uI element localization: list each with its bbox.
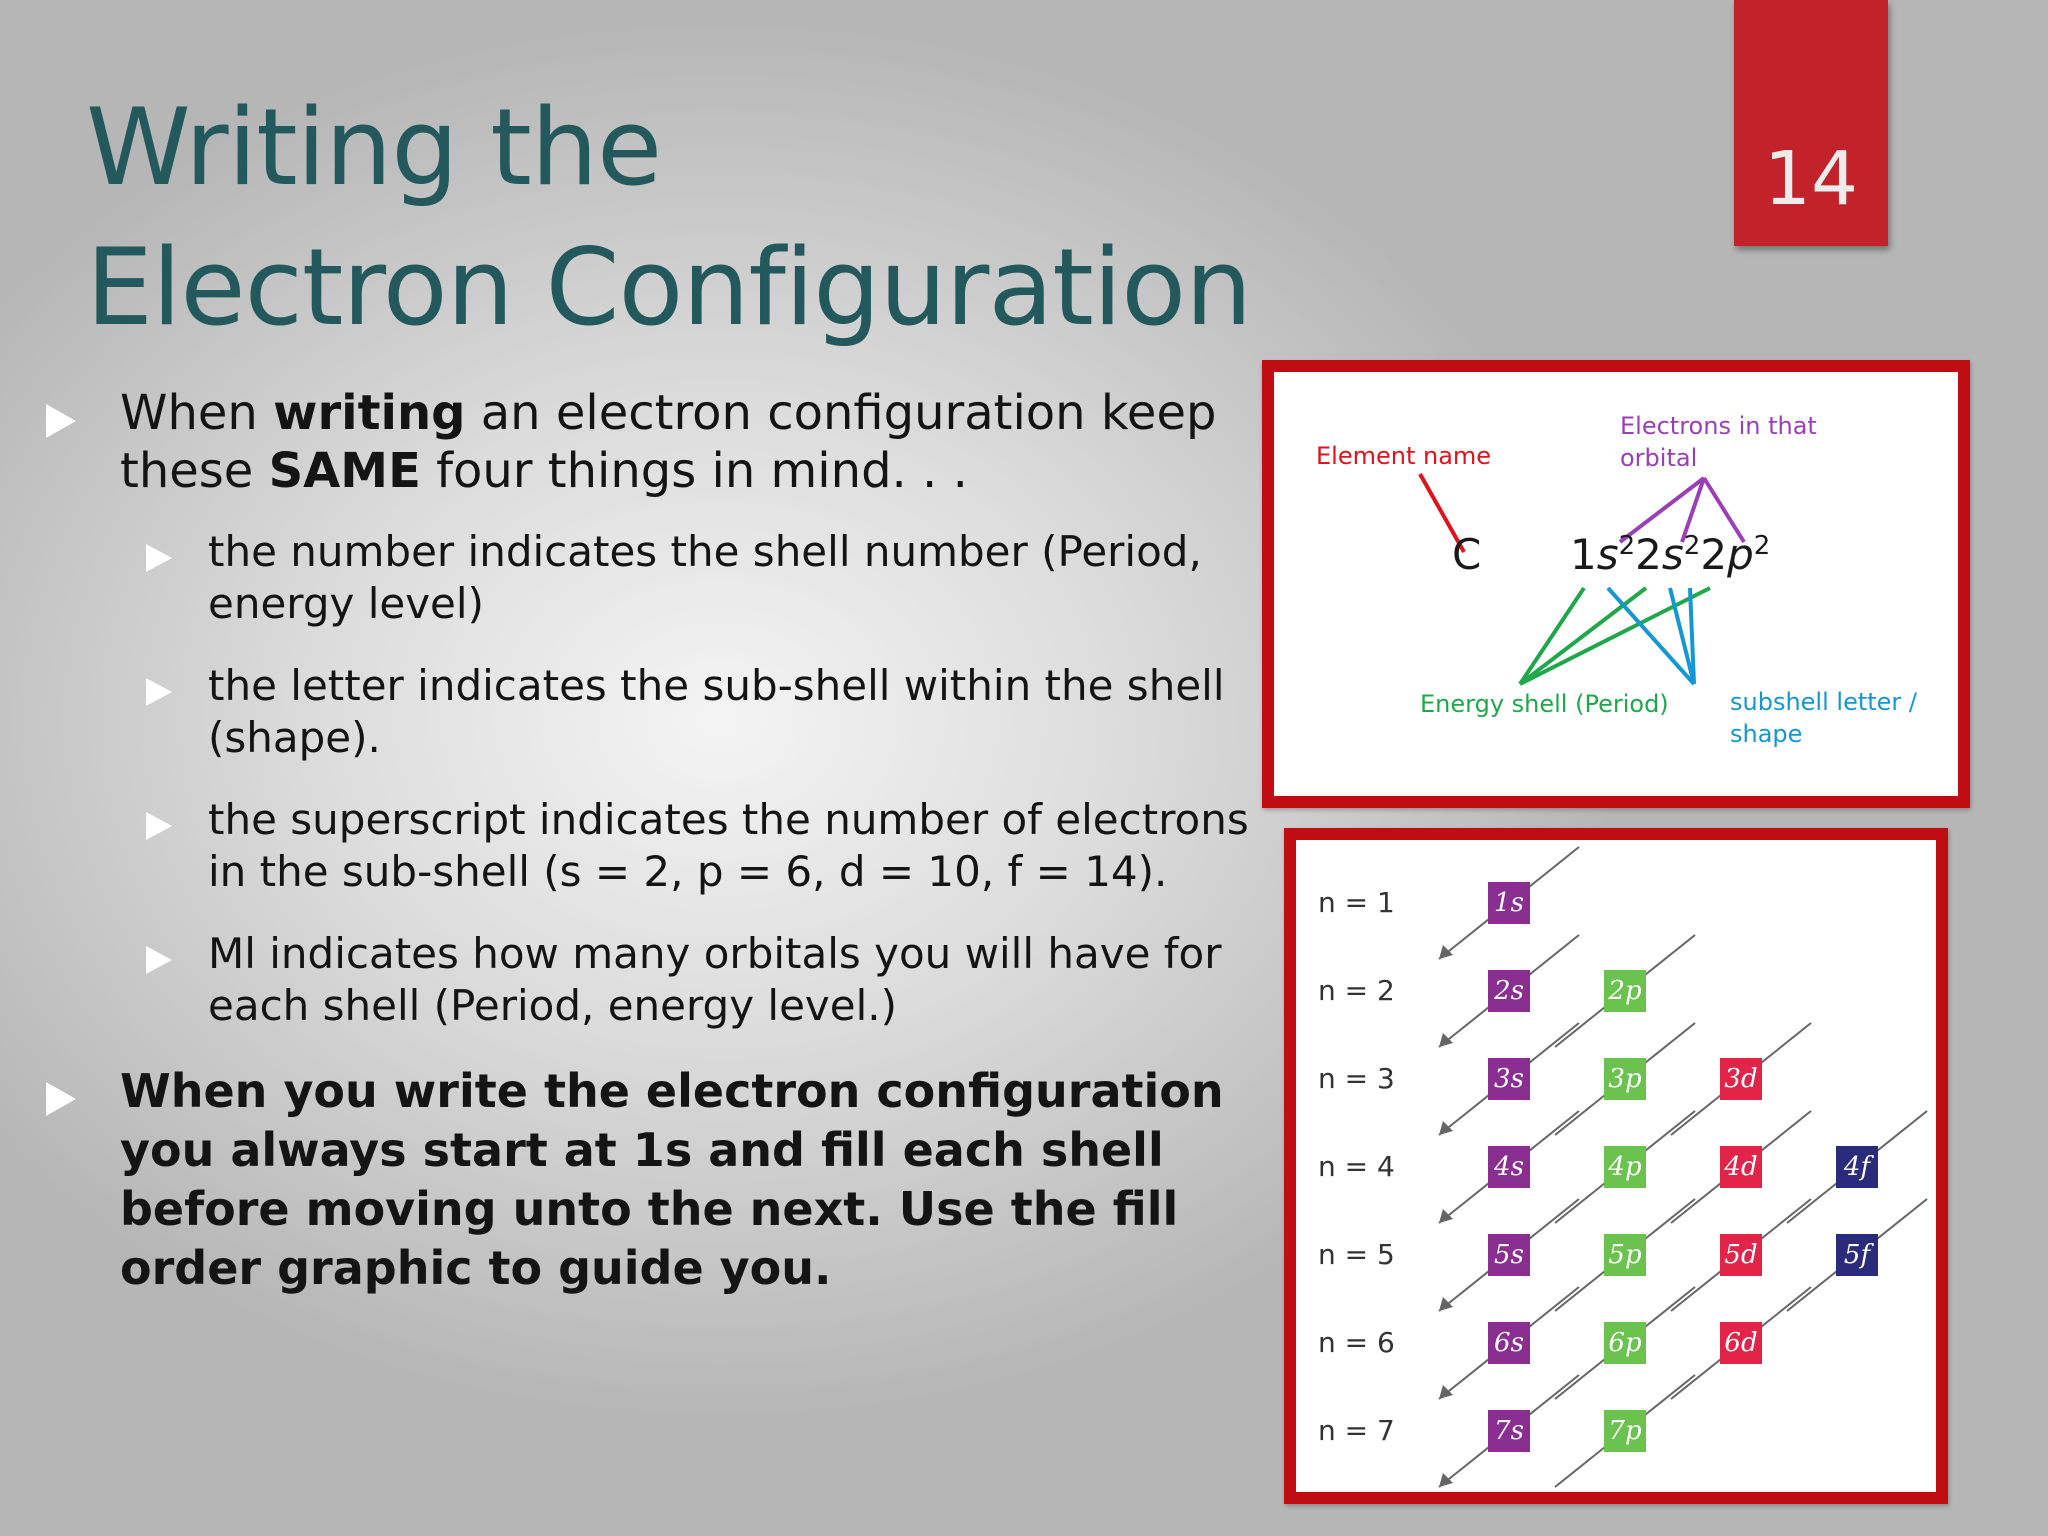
shell-label: n = 2	[1318, 974, 1395, 1007]
orbital-7s: 7s	[1488, 1410, 1530, 1452]
slide-title	[86, 78, 1336, 358]
shell-label: n = 4	[1318, 1150, 1395, 1183]
bullet-text: four things in mind. . .	[420, 443, 968, 499]
arrowhead-icon	[1439, 1473, 1453, 1487]
energy-pointer-line	[1520, 588, 1646, 684]
bullet-text: an electron configuration keep these	[120, 385, 1217, 499]
sub-bullet-text: the superscript indicates the number of electrons in the sub-shell (s = 2, p = 6, d = 10, f = 14).	[208, 795, 1249, 896]
slide-number: 14	[1763, 136, 1859, 222]
electrons-label-line-1: Electrons in that	[1620, 412, 1817, 440]
orbital-2s: 2s	[1488, 970, 1530, 1012]
notation-lines	[1274, 372, 1958, 796]
orbital-6d: 6d	[1720, 1322, 1762, 1364]
configuration-text: $1s^22s^22p^2$	[1570, 530, 1771, 579]
fill-order-diagram	[1284, 828, 1948, 1504]
orbital-5d: 5d	[1720, 1234, 1762, 1276]
arrowhead-icon	[1439, 1297, 1453, 1311]
orbital-6p: 6p	[1604, 1322, 1646, 1364]
sub-bullet-number	[146, 526, 1258, 630]
sub-bullet-ml	[146, 928, 1258, 1032]
sub-bullet-superscript	[146, 794, 1258, 898]
orbital-4d: 4d	[1720, 1146, 1762, 1188]
bullet-arrow-icon	[146, 544, 172, 572]
orbital-4p: 4p	[1604, 1146, 1646, 1188]
sub-bullet-text: the letter indicates the sub-shell within the shell (shape).	[208, 661, 1225, 762]
notation-diagram	[1262, 360, 1970, 808]
bullet-bold-same: SAME	[268, 443, 421, 499]
orbital-3d: 3d	[1720, 1058, 1762, 1100]
orbital-6s: 6s	[1488, 1322, 1530, 1364]
bullet-arrow-icon	[146, 678, 172, 706]
arrowhead-icon	[1439, 1209, 1453, 1223]
shell-label: n = 3	[1318, 1062, 1395, 1095]
sub-bullet-letter	[146, 660, 1258, 764]
bullet-arrow-icon	[146, 812, 172, 840]
orbital-5f: 5f	[1836, 1234, 1878, 1276]
orbital-5p: 5p	[1604, 1234, 1646, 1276]
bullet-intro	[46, 384, 1246, 500]
orbital-4s: 4s	[1488, 1146, 1530, 1188]
bullet-arrow-icon	[146, 946, 172, 974]
orbital-3s: 3s	[1488, 1058, 1530, 1100]
title-line-1: Writing the	[86, 86, 662, 209]
orbital-1s: 1s	[1488, 882, 1530, 924]
shell-label: n = 6	[1318, 1326, 1395, 1359]
element-symbol: C	[1452, 530, 1482, 579]
bullet-arrow-icon	[46, 404, 76, 438]
subshell-label-line-1: subshell letter /	[1730, 688, 1917, 716]
shell-label: n = 5	[1318, 1238, 1395, 1271]
electrons-label-line-2: orbital	[1620, 444, 1698, 472]
orbital-2p: 2p	[1604, 970, 1646, 1012]
sub-bullet-text: Ml indicates how many orbitals you will have for each shell (Period, energy level.)	[208, 929, 1222, 1030]
element-name-label: Element name	[1316, 442, 1492, 470]
bullet-text: When	[120, 385, 274, 441]
subshell-label-line-2: shape	[1730, 720, 1803, 748]
orbital-4f: 4f	[1836, 1146, 1878, 1188]
arrowhead-icon	[1439, 1033, 1453, 1047]
bullet-list	[46, 384, 1249, 1324]
arrowhead-icon	[1439, 1385, 1453, 1399]
shell-label: n = 7	[1318, 1414, 1395, 1447]
orbital-3p: 3p	[1604, 1058, 1646, 1100]
shell-label: n = 1	[1318, 886, 1395, 919]
bullet-fill-order	[46, 1062, 1246, 1298]
slide-number-tab	[1734, 0, 1888, 246]
bullet-text: When you write the electron configuration you always start at 1s and fill each shell before moving unto the next. Use the fill order graphic to guide you.	[120, 1064, 1224, 1295]
orbital-7p: 7p	[1604, 1410, 1646, 1452]
energy-shell-label: Energy shell (Period)	[1420, 690, 1669, 718]
sub-bullet-text: the number indicates the shell number (Period, energy level)	[208, 527, 1202, 628]
arrowhead-icon	[1439, 945, 1453, 959]
arrowhead-icon	[1439, 1121, 1453, 1135]
bullet-bold-writing: writing	[273, 385, 466, 441]
bullet-arrow-icon	[46, 1082, 76, 1116]
orbital-5s: 5s	[1488, 1234, 1530, 1276]
title-line-2: Electron Configuration	[86, 226, 1252, 349]
